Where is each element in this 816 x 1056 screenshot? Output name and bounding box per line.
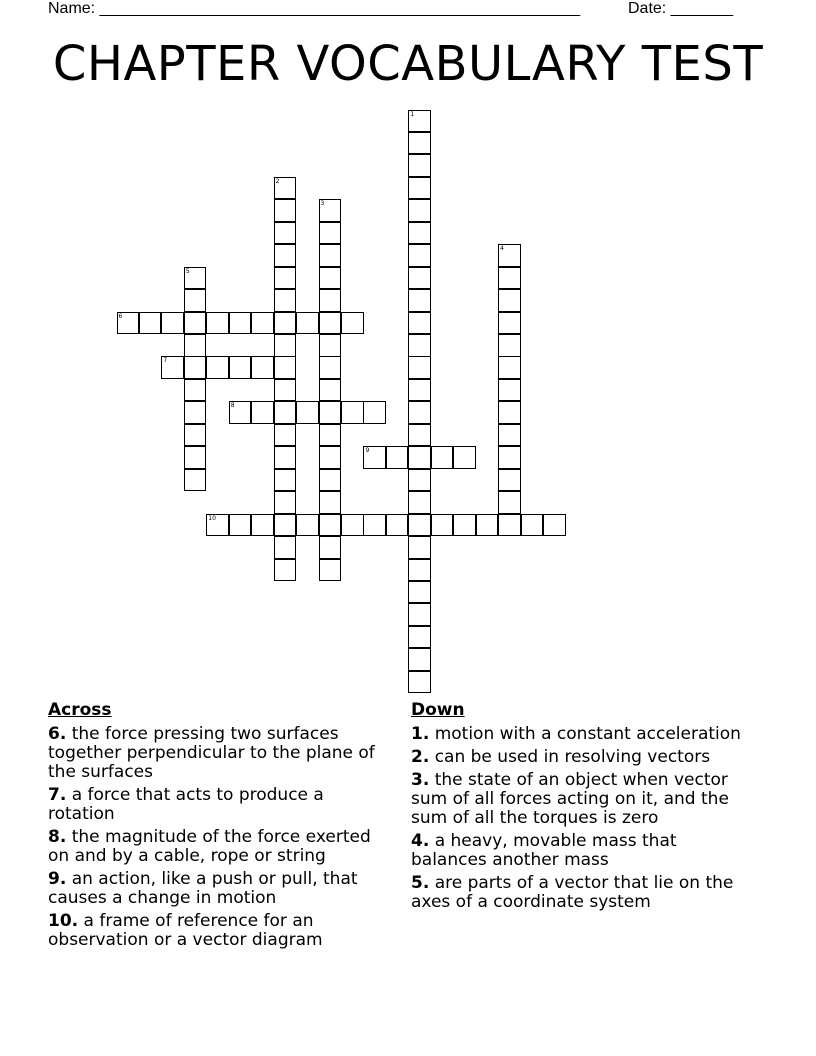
crossword-cell[interactable] bbox=[296, 401, 319, 424]
crossword-cell[interactable] bbox=[498, 334, 521, 357]
crossword-cell[interactable] bbox=[408, 603, 431, 626]
crossword-cell[interactable] bbox=[184, 469, 207, 492]
crossword-cell[interactable] bbox=[251, 356, 274, 379]
crossword-cell[interactable] bbox=[319, 334, 342, 357]
clue-text: a heavy, movable mass that balances another mass bbox=[411, 831, 677, 870]
clue-text: an action, like a push or pull, that causes a change in motion bbox=[48, 869, 358, 908]
crossword-cell[interactable] bbox=[184, 424, 207, 447]
cell-number: 6 bbox=[118, 312, 123, 320]
crossword-cell[interactable] bbox=[498, 379, 521, 402]
crossword-cell[interactable] bbox=[498, 491, 521, 514]
crossword-cell[interactable] bbox=[408, 110, 431, 133]
crossword-cell[interactable] bbox=[408, 356, 431, 379]
crossword-cell[interactable] bbox=[229, 356, 252, 379]
cell-number: 1 bbox=[410, 110, 415, 118]
crossword-cell[interactable] bbox=[453, 446, 476, 469]
crossword-cell[interactable] bbox=[274, 177, 297, 200]
crossword-cell[interactable] bbox=[274, 514, 297, 537]
crossword-cell[interactable] bbox=[453, 514, 476, 537]
crossword-cell[interactable] bbox=[408, 648, 431, 671]
crossword-cell[interactable] bbox=[408, 626, 431, 649]
crossword-cell[interactable] bbox=[184, 356, 207, 379]
crossword-cell[interactable] bbox=[161, 356, 184, 379]
crossword-cell[interactable] bbox=[274, 536, 297, 559]
across-clue-10 bbox=[48, 912, 393, 950]
crossword-cell[interactable] bbox=[341, 401, 364, 424]
down-clue-5 bbox=[411, 874, 756, 912]
crossword-cell[interactable] bbox=[408, 154, 431, 177]
crossword-cell[interactable] bbox=[251, 312, 274, 335]
crossword-cell[interactable] bbox=[251, 514, 274, 537]
across-heading: Across bbox=[48, 700, 112, 720]
crossword-cell[interactable] bbox=[274, 312, 297, 335]
crossword-cell[interactable] bbox=[408, 446, 431, 469]
clue-number: 1. bbox=[411, 724, 430, 744]
page-title: CHAPTER VOCABULARY TEST bbox=[52, 36, 764, 92]
crossword-cell[interactable] bbox=[161, 312, 184, 335]
crossword-cell[interactable] bbox=[274, 401, 297, 424]
crossword-cell[interactable] bbox=[296, 312, 319, 335]
crossword-cell[interactable] bbox=[476, 514, 499, 537]
crossword-cell[interactable] bbox=[206, 312, 229, 335]
crossword-cell[interactable] bbox=[319, 559, 342, 582]
crossword-cell[interactable] bbox=[184, 289, 207, 312]
crossword-cell[interactable] bbox=[229, 514, 252, 537]
cell-number: 4 bbox=[500, 245, 504, 253]
crossword-cell[interactable] bbox=[408, 401, 431, 424]
crossword-cell[interactable] bbox=[139, 312, 162, 335]
crossword-cell[interactable] bbox=[319, 199, 342, 222]
crossword-cell[interactable] bbox=[363, 514, 386, 537]
crossword-cell[interactable] bbox=[117, 312, 140, 335]
clue-number: 3. bbox=[411, 770, 430, 790]
date-field[interactable]: Date: _______ bbox=[628, 0, 733, 17]
down-clues bbox=[411, 701, 756, 916]
crossword-cell[interactable] bbox=[184, 267, 207, 290]
crossword-cell[interactable] bbox=[363, 446, 386, 469]
crossword-cell[interactable] bbox=[341, 514, 364, 537]
crossword-cell[interactable] bbox=[319, 536, 342, 559]
crossword-cell[interactable] bbox=[363, 401, 386, 424]
crossword-cell[interactable] bbox=[498, 446, 521, 469]
crossword-cell[interactable] bbox=[319, 289, 342, 312]
crossword-cell[interactable] bbox=[319, 267, 342, 290]
crossword-cell[interactable] bbox=[184, 379, 207, 402]
crossword-cell[interactable] bbox=[296, 514, 319, 537]
name-field[interactable]: Name: ______________________________________________________ bbox=[48, 0, 581, 17]
crossword-cell[interactable] bbox=[408, 177, 431, 200]
cell-number: 5 bbox=[185, 267, 190, 275]
crossword-cell[interactable] bbox=[408, 514, 431, 537]
down-clue-3 bbox=[411, 771, 756, 828]
clue-text: can be used in resolving vectors bbox=[434, 747, 711, 767]
clue-number: 5. bbox=[411, 873, 430, 893]
crossword-cell[interactable] bbox=[319, 356, 342, 379]
crossword-cell[interactable] bbox=[319, 491, 342, 514]
crossword-cell[interactable] bbox=[408, 199, 431, 222]
clue-text: are parts of a vector that lie on the axes of a coordinate system bbox=[411, 873, 734, 912]
crossword-cell[interactable] bbox=[386, 446, 409, 469]
crossword-cell[interactable] bbox=[274, 469, 297, 492]
crossword-cell[interactable] bbox=[408, 559, 431, 582]
crossword-cell[interactable] bbox=[408, 379, 431, 402]
cell-number: 8 bbox=[230, 402, 235, 410]
clue-number: 8. bbox=[48, 827, 67, 847]
crossword-cell[interactable] bbox=[498, 514, 521, 537]
crossword-cell[interactable] bbox=[229, 312, 252, 335]
crossword-cell[interactable] bbox=[206, 356, 229, 379]
crossword-cell[interactable] bbox=[319, 312, 342, 335]
crossword-cell[interactable] bbox=[319, 244, 342, 267]
crossword-cell[interactable] bbox=[498, 244, 521, 267]
crossword-cell[interactable] bbox=[408, 222, 431, 245]
crossword-cell[interactable] bbox=[408, 536, 431, 559]
clue-number: 2. bbox=[411, 747, 430, 767]
crossword-cell[interactable] bbox=[274, 267, 297, 290]
crossword-cell[interactable] bbox=[408, 671, 431, 694]
crossword-cell[interactable] bbox=[431, 446, 454, 469]
crossword-cell[interactable] bbox=[521, 514, 544, 537]
crossword-cell[interactable] bbox=[408, 244, 431, 267]
across-clue-8 bbox=[48, 828, 393, 866]
cell-number: 9 bbox=[365, 447, 370, 455]
crossword-cell[interactable] bbox=[274, 199, 297, 222]
crossword-cell[interactable] bbox=[274, 379, 297, 402]
crossword-cell[interactable] bbox=[498, 356, 521, 379]
clue-text: the force pressing two surfaces together perpendicular to the plane of the surfaces bbox=[48, 724, 375, 782]
crossword-cell[interactable] bbox=[543, 514, 566, 537]
crossword-cell[interactable] bbox=[319, 379, 342, 402]
crossword-cell[interactable] bbox=[498, 267, 521, 290]
crossword-cell[interactable] bbox=[274, 289, 297, 312]
crossword-cell[interactable] bbox=[274, 222, 297, 245]
clue-number: 4. bbox=[411, 831, 430, 851]
across-clue-6 bbox=[48, 725, 393, 782]
clue-text: the magnitude of the force exerted on and by a cable, rope or string bbox=[48, 827, 371, 866]
crossword-cell[interactable] bbox=[408, 581, 431, 604]
crossword-cell[interactable] bbox=[431, 514, 454, 537]
crossword-cell[interactable] bbox=[319, 401, 342, 424]
crossword-cell[interactable] bbox=[408, 334, 431, 357]
crossword-cell[interactable] bbox=[408, 469, 431, 492]
crossword-cell[interactable] bbox=[408, 289, 431, 312]
down-clue-1 bbox=[411, 725, 756, 744]
crossword-cell[interactable] bbox=[498, 424, 521, 447]
across-clues bbox=[48, 701, 393, 954]
crossword-cell[interactable] bbox=[184, 401, 207, 424]
crossword-cell[interactable] bbox=[386, 514, 409, 537]
clue-number: 6. bbox=[48, 724, 67, 744]
cell-number: 3 bbox=[320, 200, 325, 208]
crossword-cell[interactable] bbox=[408, 132, 431, 155]
crossword-cell[interactable] bbox=[319, 222, 342, 245]
clue-text: motion with a constant acceleration bbox=[434, 724, 741, 744]
crossword-cell[interactable] bbox=[498, 469, 521, 492]
crossword-cell[interactable] bbox=[206, 514, 229, 537]
crossword-cell[interactable] bbox=[498, 312, 521, 335]
crossword-cell[interactable] bbox=[319, 469, 342, 492]
crossword-cell[interactable] bbox=[408, 491, 431, 514]
crossword-cell[interactable] bbox=[319, 446, 342, 469]
down-clue-2 bbox=[411, 748, 756, 767]
crossword-cell[interactable] bbox=[274, 244, 297, 267]
cell-number: 2 bbox=[275, 177, 280, 185]
crossword-cell[interactable] bbox=[408, 424, 431, 447]
crossword-cell[interactable] bbox=[498, 401, 521, 424]
clue-text: the state of an object when vector sum of all forces acting on it, and the sum of all the torques is zero bbox=[411, 770, 729, 828]
across-clue-7 bbox=[48, 786, 393, 824]
crossword-cell[interactable] bbox=[319, 514, 342, 537]
crossword-cell[interactable] bbox=[274, 559, 297, 582]
crossword-cell[interactable] bbox=[319, 424, 342, 447]
down-heading: Down bbox=[411, 700, 465, 720]
crossword-cell[interactable] bbox=[274, 334, 297, 357]
crossword-cell[interactable] bbox=[274, 446, 297, 469]
crossword-cell[interactable] bbox=[408, 312, 431, 335]
crossword-cell[interactable] bbox=[274, 424, 297, 447]
crossword-cell[interactable] bbox=[229, 401, 252, 424]
across-clue-9 bbox=[48, 870, 393, 908]
cell-number: 7 bbox=[163, 357, 168, 365]
crossword-cell[interactable] bbox=[184, 312, 207, 335]
down-clue-4 bbox=[411, 832, 756, 870]
crossword-cell[interactable] bbox=[274, 356, 297, 379]
crossword-cell[interactable] bbox=[184, 446, 207, 469]
crossword-cell[interactable] bbox=[274, 491, 297, 514]
clue-text: a force that acts to produce a rotation bbox=[48, 785, 324, 824]
crossword-cell[interactable] bbox=[498, 289, 521, 312]
crossword-cell[interactable] bbox=[184, 334, 207, 357]
clue-text: a frame of reference for an observation or a vector diagram bbox=[48, 911, 323, 950]
crossword-cell[interactable] bbox=[408, 267, 431, 290]
cell-number: 10 bbox=[208, 514, 216, 522]
clue-number: 10. bbox=[48, 911, 79, 931]
clue-number: 7. bbox=[48, 785, 67, 805]
crossword-cell[interactable] bbox=[341, 312, 364, 335]
crossword-cell[interactable] bbox=[251, 401, 274, 424]
clue-number: 9. bbox=[48, 869, 67, 889]
